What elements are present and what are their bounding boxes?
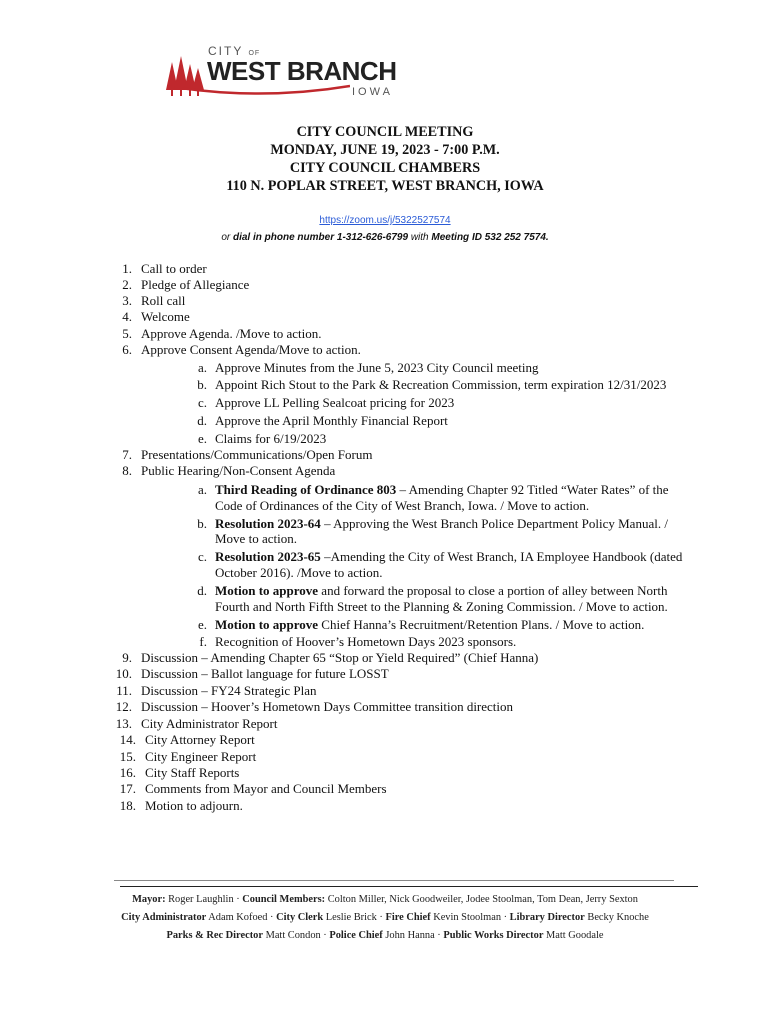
agenda-subitem: b. Resolution 2023-64 – Approving the West Branch Police Department Policy Manual. / [197,516,668,531]
agenda-item: 11. Discussion – FY24 Strategic Plan [116,683,317,698]
agenda-item: 16. City Staff Reports [119,765,240,780]
header-line-2: MONDAY, JUNE 19, 2023 - 7:00 P.M. [270,142,500,158]
agenda-item: 6. Approve Consent Agenda/Move to action. [122,342,361,357]
agenda-subitem-continuation: Fourth and North Fifth Street to the Planning & Zoning Commission. / Move to action. [215,599,668,614]
agenda-subitem: a. Third Reading of Ordinance 803 – Amending Chapter 92 Titled “Water Rates” of the [197,482,669,497]
header-line-1: CITY COUNCIL MEETING [296,124,474,140]
footer-officials [0,891,770,945]
footer-divider-top [114,880,674,881]
agenda-item: 1. Call to order [122,261,207,276]
agenda-item: 14. City Attorney Report [119,732,255,747]
agenda-subitem: d. Motion to approve and forward the proposal to close a portion of alley between North [197,583,668,598]
agenda-subitem: a. Approve Minutes from the June 5, 2023 City Council meeting [197,360,539,375]
agenda-subitem: d. Approve the April Monthly Financial Report [197,413,448,428]
agenda-item: 15. City Engineer Report [119,749,257,764]
agenda-subitem: f. Recognition of Hoover’s Hometown Days 2023 sponsors. [199,634,517,649]
agenda-subitem: e. Claims for 6/19/2023 [197,431,327,446]
agenda-subitem-continuation: Move to action. [215,531,297,546]
agenda-subitem: e. Motion to approve Chief Hanna’s Recruitment/Retention Plans. / Move to action. [197,617,645,632]
agenda-subitem-continuation: Code of Ordinances of the City of West Branch, Iowa. / Move to action. [215,498,590,513]
agenda-item: 8. Public Hearing/Non-Consent Agenda [122,463,336,478]
header-line-4: 110 N. POPLAR STREET, WEST BRANCH, IOWA [226,178,544,194]
zoom-link[interactable]: https://zoom.us/j/5322527574 [319,215,451,226]
agenda-item: 13. City Administrator Report [115,716,278,731]
agenda-item: 4. Welcome [122,309,190,324]
footer-line-1: Mayor: Roger Laughlin · Council Members: Colton Miller, Nick Goodweiler, Jodee Stoolman, Tom Dean, Jerry Sexton [132,894,638,905]
agenda-item: 7. Presentations/Communications/Open Forum [122,447,373,462]
agenda-item: 17. Comments from Mayor and Council Members [119,781,387,796]
logo-state-text: IOWA [352,86,393,98]
agenda-subitem-continuation: October 2016). /Move to action. [215,565,383,580]
agenda-item: 5. Approve Agenda. /Move to action. [122,326,322,341]
agenda-subitem: c. Approve LL Pelling Sealcoat pricing for 2023 [197,395,455,410]
logo-name-text: WEST BRANCH [207,56,397,86]
agenda-item: 9. Discussion – Amending Chapter 65 “Stop or Yield Required” (Chief Hanna) [122,650,539,665]
agenda-item: 2. Pledge of Allegiance [122,277,250,292]
footer-divider [120,886,698,887]
agenda-item: 18. Motion to adjourn. [119,798,243,813]
agenda-item: 12. Discussion – Hoover’s Hometown Days Committee transition direction [115,699,514,714]
footer-line-2: City Administrator Adam Kofoed · City Clerk Leslie Brick · Fire Chief Kevin Stoolman · Library Director Becky Knoche [121,912,649,923]
agenda-item: 10. Discussion – Ballot language for future LOSST [115,666,389,681]
agenda-item: 3. Roll call [122,293,186,308]
logo-city-text: CITY OF [208,44,261,58]
agenda-subitem: b. Appoint Rich Stout to the Park & Recreation Commission, term expiration 12/31/2023 [197,377,667,392]
footer-line-3: Parks & Rec Director Matt Condon · Police Chief John Hanna · Public Works Director Matt Goodale [166,930,604,941]
dial-in-info: or dial in phone number 1-312-626-6799 with Meeting ID 532 252 7574. [221,232,549,243]
header-line-3: CITY COUNCIL CHAMBERS [289,160,481,176]
agenda-subitem: c. Resolution 2023-65 –Amending the City of West Branch, IA Employee Handbook (dated [197,549,683,564]
